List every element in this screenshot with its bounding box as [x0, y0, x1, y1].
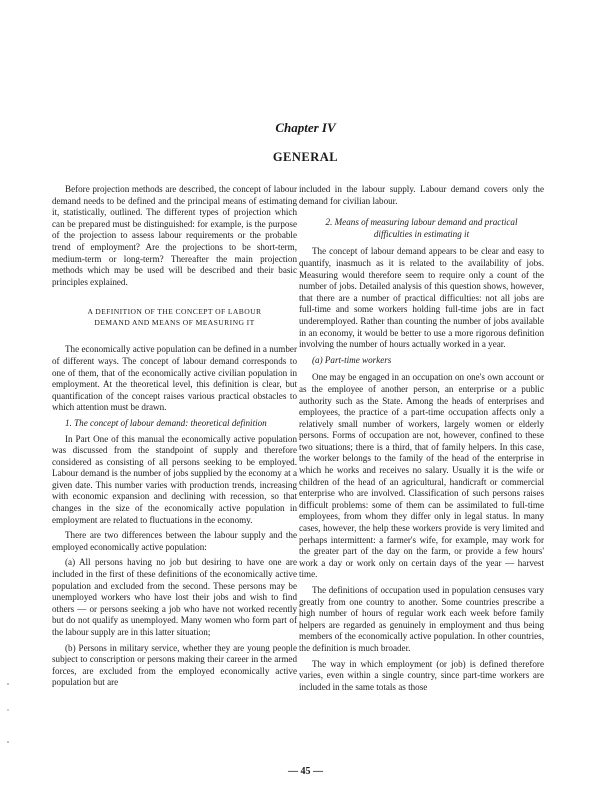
section-heading-line1: A DEFINITION OF THE CONCEPT OF LABOUR [87, 307, 262, 317]
section-heading-line2: DEMAND AND MEANS OF MEASURING IT [94, 318, 255, 328]
subsection-heading-2-line2: difficulties in estimating it [373, 228, 470, 239]
left-column [52, 184, 297, 693]
subsection-1-paragraph-2: There are two differences between the labour supply and the employed economically active population: [52, 530, 297, 552]
subsection-heading-2 [305, 217, 538, 240]
intro-paragraph: Before projection methods are described, the concept of labour demand needs to be defined and the principal means of estimating it, statistically, outlined. The different types of projection which can be prepared must be distinguished: for example, is the purpose of the projection to assess labour requirements or the probable trend of employment? Are the projections to be short-term, medium-term or long-term? Thereafter the main projection methods which may be used will be described and their basic principles explained. [52, 184, 297, 287]
subsection-2-paragraph-1: The concept of labour demand appears to be clear and easy to quantify, inasmuch as it is related to the availability of jobs. Measuring would therefore seem to require only a count of the number of jobs. Detailed analysis of this question shows, however, that there are a number of practical difficulties: not all jobs are full-time and some workers holding full-time jobs are in fact underemployed. Rather than counting the number of jobs available in an economy, it would be better to use a more rigorous definition involving the number of hours actually worked in a year. [299, 246, 544, 350]
continuation-paragraph: included in the labour supply. Labour demand covers only the demand for civilian labour. [299, 184, 544, 206]
page-number: — 45 — [288, 766, 323, 777]
subsection-heading-2-line1: 2. Means of measuring labour demand and practical [325, 217, 518, 228]
subsection-2a-heading: (a) Part-time workers [312, 354, 392, 365]
subsection-2a-paragraph-3: The way in which employment (or job) is defined therefore varies, even within a single country, since part-time workers are included in the same totals as those [299, 658, 544, 692]
right-column [299, 184, 544, 697]
subsection-1-paragraph-4: (b) Persons in military service, whether they are young people subject to conscription or persons making their career in the armed forces, are excluded from the employed economically active population but are [52, 642, 297, 688]
subsection-heading-1: 1. The concept of labour demand: theoretical definition [65, 417, 267, 428]
section-paragraph: The economically active population can be defined in a number of different ways. The concept of labour demand corresponds to one of them, that of the economically active civilian population in employment. At the theoretical level, this definition is clear, but quantification of the concept raises various practical obstacles to which attention must be drawn. [52, 344, 297, 413]
subsection-1-paragraph-1: In Part One of this manual the economically active population was discussed from the standpoint of supply and therefore considered as consisting of all persons seeking to be employed. Labour demand is the number of jobs supplied by the economy at a given date. This number varies with production trends, increasing with economic expansion and declining with recession, so that changes in the size of the economically active population in employment are related to fluctuations in the economy. [52, 433, 297, 525]
subsection-2a-paragraph-2: The definitions of occupation used in population censuses vary greatly from one country to another. Some countries prescribe a high number of hours of regular work each week before family helpers are regarded as genuinely in employment and thus being members of the economically active population. In other countries, the definition is much broader. [299, 585, 544, 653]
chapter-title: GENERAL [272, 150, 339, 164]
scan-specks [6, 680, 10, 760]
chapter-label: Chapter IV [275, 120, 336, 135]
subsection-2a-paragraph-1: One may be engaged in an occupation on one's own account or as the employee of another person, an enterprise or a public authority such as the State. Among the heads of enterprises and employees, the practice of a part-time occupation affects only a relatively small number of workers, largely women or elderly persons. Forms of occupation are not, however, confined to these two situations; there is a third, that of family helpers. In this case, the worker belongs to the family of the head of the enterprise in which he works and receives no salary. Usually it is the wife or children of the head of an agricultural, handicraft or commercial enterprise who are involved. Classification of such persons raises difficult problems: some of them can be assimilated to full-time employees, from whom they differ only in legal status. In many cases, however, the help these workers provide is very limited and perhaps intermittent: a farmer's wife, for example, may work for the greater part of the day on the farm, or provide a few hours' work a day or work only on certain days of the year — harvest time. [299, 372, 544, 580]
subsection-1-paragraph-3: (a) All persons having no job but desiring to have one are included in the first of these definitions of the economically active population and excluded from the second. These persons may be unemployed workers who have lost their jobs and wish to find others — or persons seeking a job who have not worked recently but do not qualify as unemployed. Many women who form part of the labour supply are in this latter situation; [52, 557, 297, 637]
section-heading [58, 306, 291, 328]
